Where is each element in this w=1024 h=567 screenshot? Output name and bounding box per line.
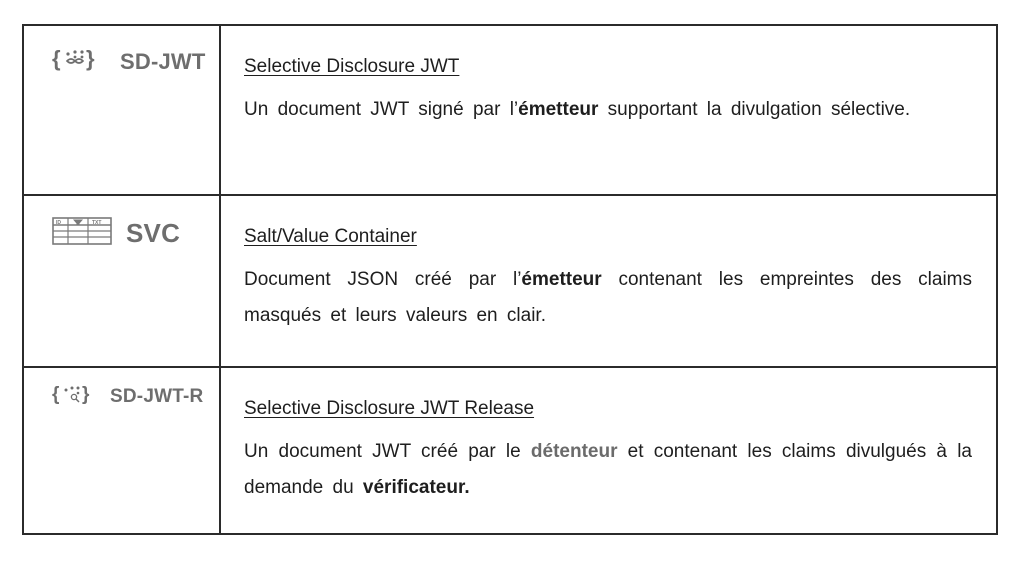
- svg-text:TXT: TXT: [92, 220, 102, 226]
- term-svc: SVC: [126, 218, 181, 248]
- svg-text:}: }: [82, 384, 90, 405]
- svg-text:{: {: [52, 46, 61, 71]
- definitions-table: [22, 24, 998, 535]
- text-segment: Document JSON créé par l’: [244, 269, 522, 290]
- text-segment: Un document JWT créé par le: [244, 441, 531, 462]
- definition-cell-sd-jwt-r: [244, 398, 972, 506]
- term-sd-jwt: SD-JWT: [120, 48, 206, 74]
- braces-mask-icon: [52, 46, 120, 77]
- term-label-sd-jwt-r: [52, 382, 203, 411]
- definition-cell-sd-jwt: [244, 56, 972, 128]
- definition-text: [244, 434, 972, 506]
- definition-cell-svc: [244, 226, 972, 334]
- table-grid-icon: [52, 216, 112, 251]
- text-segment: supportant la divulgation sélective.: [598, 99, 911, 120]
- emphasis-emetteur: émetteur: [521, 269, 602, 290]
- definition-title: Selective Disclosure JWT: [244, 56, 460, 77]
- emphasis-verificateur: vérificateur.: [362, 477, 470, 498]
- definition-text: [244, 262, 972, 334]
- term-label-svc: [52, 216, 180, 251]
- table-row-svc: [24, 196, 996, 368]
- emphasis-detenteur: détenteur: [530, 441, 618, 462]
- term-label-sd-jwt: [52, 46, 206, 77]
- text-segment: Un document JWT signé par l’: [244, 99, 519, 120]
- table-row-sd-jwt: [24, 26, 996, 196]
- svg-text:{: {: [52, 384, 60, 405]
- svg-text:ID: ID: [56, 220, 61, 226]
- definition-title: Selective Disclosure JWT Release: [244, 398, 535, 419]
- braces-magnifier-icon: [52, 382, 110, 411]
- emphasis-emetteur: émetteur: [518, 99, 599, 120]
- definition-title: Salt/Value Container: [244, 226, 417, 247]
- text-segment: contenant les empreintes des claims masqués et leurs valeurs en clair.: [244, 269, 972, 326]
- text-segment: et contenant les claims divulgués à la demande du: [244, 441, 972, 498]
- table-row-sd-jwt-r: [24, 368, 996, 535]
- definition-text: [244, 92, 972, 128]
- term-sd-jwt-r: SD-JWT-R: [110, 385, 204, 407]
- svg-text:}: }: [86, 46, 95, 71]
